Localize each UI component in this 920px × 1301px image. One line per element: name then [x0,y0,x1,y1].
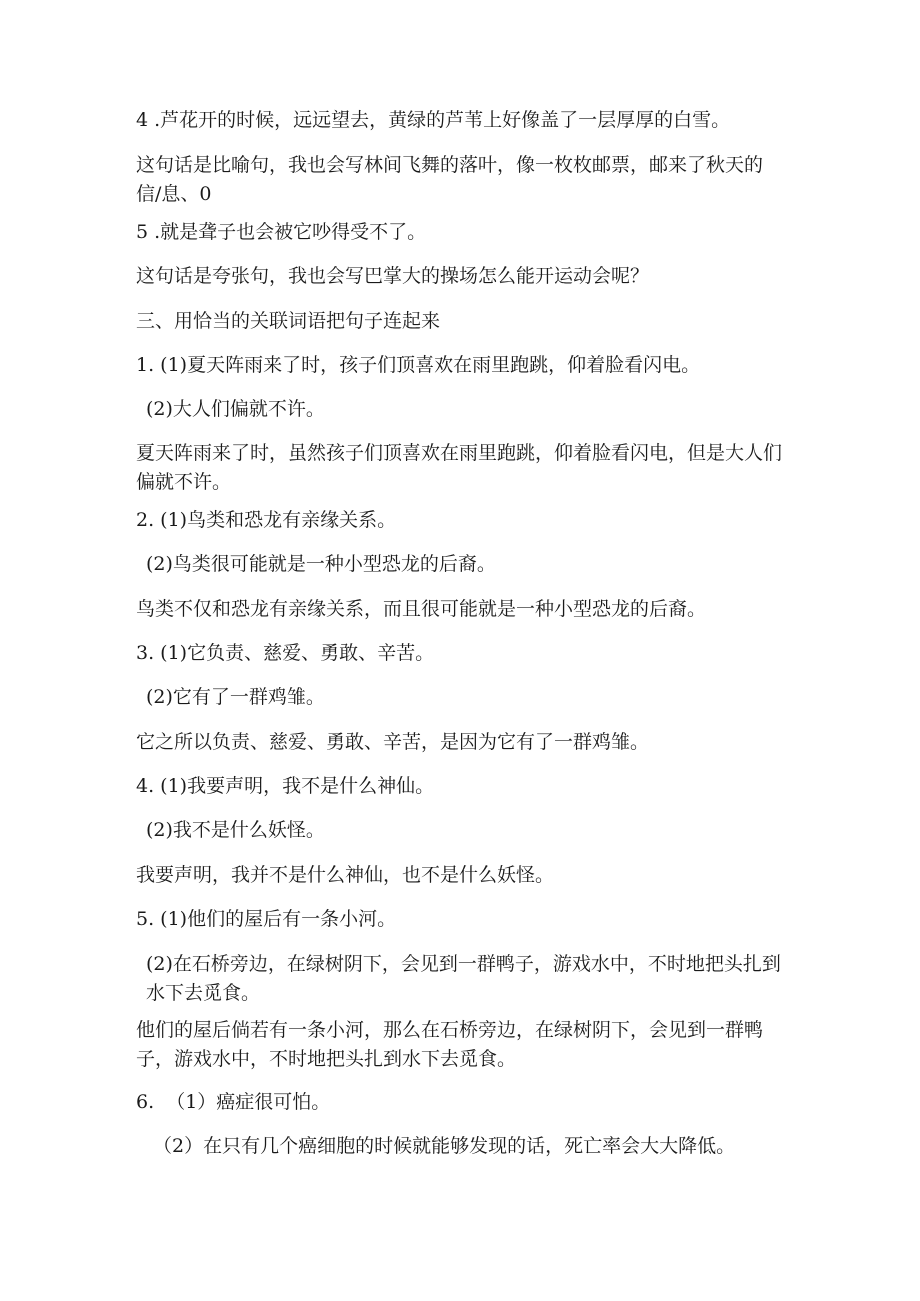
q4-part2: (2)我不是什么妖怪。 [146,819,325,841]
q2-part2: (2)鸟类很可能就是一种小型恐龙的后裔。 [146,553,496,575]
q3-part2: (2)它有了一群鸡雏。 [146,686,325,708]
item-5-sentence: 5 .就是聋子也会被它吵得受不了。 [136,221,427,243]
q3-answer: 它之所以负责、慈爱、勇敢、辛苦，是因为它有了一群鸡雏。 [136,731,650,753]
q5-part2: (2)在石桥旁边，在绿树阴下，会见到一群鸭子，游戏水中，不时地把头扎到水下去觅食。 [146,953,781,1004]
q5-answer: 他们的屋后倘若有一条小河，那么在石桥旁边，在绿树阴下，会见到一群鸭子，游戏水中，不时地把头扎到水下去觅食。 [136,1019,764,1070]
q6-part1: 6. （1）癌症很可怕。 [136,1091,331,1113]
q2-answer: 鸟类不仅和恐龙有亲缘关系，而且很可能就是一种小型恐龙的后裔。 [136,598,707,620]
item-4-sentence: 4 .芦花开的时候，远远望去，黄绿的芦苇上好像盖了一层厚厚的白雪。 [136,109,731,131]
q1-answer: 夏天阵雨来了时，虽然孩子们顶喜欢在雨里跑跳，仰着脸看闪电，但是大人们偏就不许。 [136,442,783,493]
q5-part1: 5. (1)他们的屋后有一条小河。 [136,908,397,930]
q6-part2: （2）在只有几个癌细胞的时候就能够发现的话，死亡率会大大降低。 [153,1135,736,1157]
item-4-answer: 这句话是比喻句，我也会写林间飞舞的落叶，像一枚枚邮票，邮来了秋天的信/息、0 [136,154,764,205]
q1-part2: (2)大人们偏就不许。 [146,398,325,420]
q1-part1: 1. (1)夏天阵雨来了时，孩子们顶喜欢在雨里跑跳，仰着脸看闪电。 [136,354,701,376]
q3-part1: 3. (1)它负责、慈爱、勇敢、辛苦。 [136,642,435,664]
q4-part1: 4. (1)我要声明，我不是什么神仙。 [136,775,435,797]
item-5-answer: 这句话是夸张句，我也会写巴掌大的操场怎么能开运动会呢？ [136,265,650,287]
q4-answer: 我要声明，我并不是什么神仙，也不是什么妖怪。 [136,864,555,886]
section-heading: 三、用恰当的关联词语把句子连起来 [136,310,441,332]
q2-part1: 2. (1)鸟类和恐龙有亲缘关系。 [136,509,397,531]
